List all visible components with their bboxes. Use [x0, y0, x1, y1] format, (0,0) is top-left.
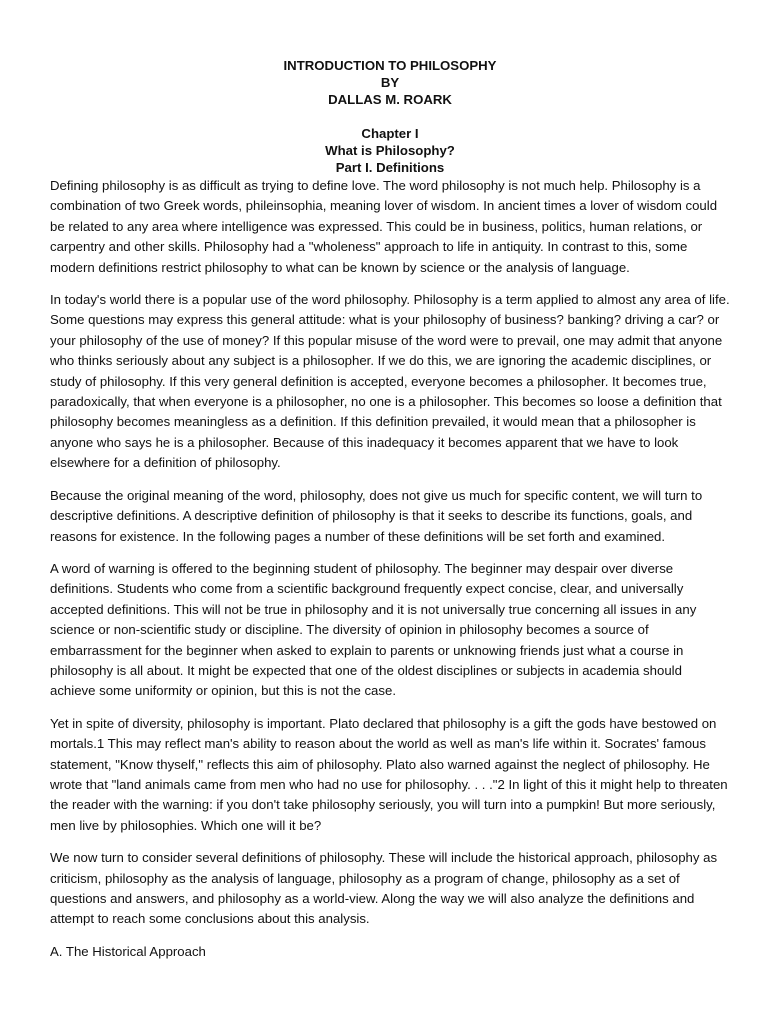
document-page — [50, 57, 730, 962]
document-title: INTRODUCTION TO PHILOSOPHY — [283, 58, 497, 73]
paragraph-4: A word of warning is offered to the beginning student of philosophy. The beginner may despair over diverse definitions. Students who come from a scientific background frequently expect concise, clear, and universally accepted definitions. This will not be true in philosophy and it is not universally true concerning all issues in any science or non-scientific study or discipline. The diversity of opinion in philosophy becomes a source of embarrassment for the beginner when asked to explain to parents or unknowing friends just what a course in philosophy is all about. It might be expected that one of the oldest disciplines or subjects in academia should achieve some uniformity or opinion, but this is not the case. — [50, 560, 697, 699]
chapter-title: What is Philosophy? — [325, 143, 455, 158]
section-heading: A. The Historical Approach — [50, 943, 206, 959]
paragraph-2: In today's world there is a popular use of the word philosophy. Philosophy is a term applied to almost any area of life. Some questions may express this general attitude: what is your philosophy of business? banking? driving a car? or your philosophy of the use of money? If this popular misuse of the word were to prevail, one may admit that anyone who thinks seriously about any subject is a philosopher. If we do this, we are ignoring the academic disciplines, or study of philosophy. If this very general definition is accepted, everyone becomes a philosopher. It becomes true, paradoxically, that when everyone is a philosopher, no one is a philosopher. This becomes so loose a definition that philosophy becomes meaningless as a definition. If this definition prevailed, it would mean that a philosopher is anyone who says he is a philosopher. Because of this inadequacy it becomes apparent that we have to look elsewhere for a definition of philosophy. — [50, 292, 730, 471]
paragraph-5: Yet in spite of diversity, philosophy is important. Plato declared that philosophy is a gift the gods have bestowed on mortals.1 This may reflect man's ability to reason about the world as well as man's life within it. Socrates' famous statement, "Know thyself," reflects this aim of philosophy. Plato also warned against the neglect of philosophy. He wrote that "land animals came from men who had no use for philosophy. . . ."2 In light of this it might help to threaten the reader with the warning: if you don't take philosophy seriously, you will turn into a pumpkin! But more seriously, men live by philosophies. Which one will it be? — [50, 715, 728, 833]
chapter-number: Chapter I — [361, 126, 419, 141]
paragraph-6: We now turn to consider several definitions of philosophy. These will include the historical approach, philosophy as criticism, philosophy as the analysis of language, philosophy as a program of change, philosophy as a set of questions and answers, and philosophy as a world-view. Along the way we will also analyze the definitions and attempt to reach some conclusions about this analysis. — [50, 850, 718, 927]
paragraph-3: Because the original meaning of the word, philosophy, does not give us much for specific content, we will turn to descriptive definitions. A descriptive definition of philosophy is that it seeks to describe its functions, goals, and reasons for existence. In the following pages a number of these definitions will be set forth and examined. — [50, 487, 703, 544]
heading-spacer — [50, 108, 730, 125]
part-title: Part I. Definitions — [335, 160, 445, 175]
document-heading — [50, 57, 730, 176]
paragraph-1: Defining philosophy is as difficult as trying to define love. The word philosophy is not much help. Philosophy is a combination of two Greek words, phileinsophia, meaning lover of wisdom. In ancient times a lover of wisdom could be related to any area where intelligence was expressed. This could be in business, politics, human relations, or carpentry and other skills. Philosophy had a "wholeness" approach to life in antiquity. In contrast to this, some modern definitions restrict philosophy to what can be known by science or the analysis of language. — [50, 178, 718, 275]
byline-by: BY — [380, 75, 400, 90]
author-name: DALLAS M. ROARK — [328, 92, 452, 107]
